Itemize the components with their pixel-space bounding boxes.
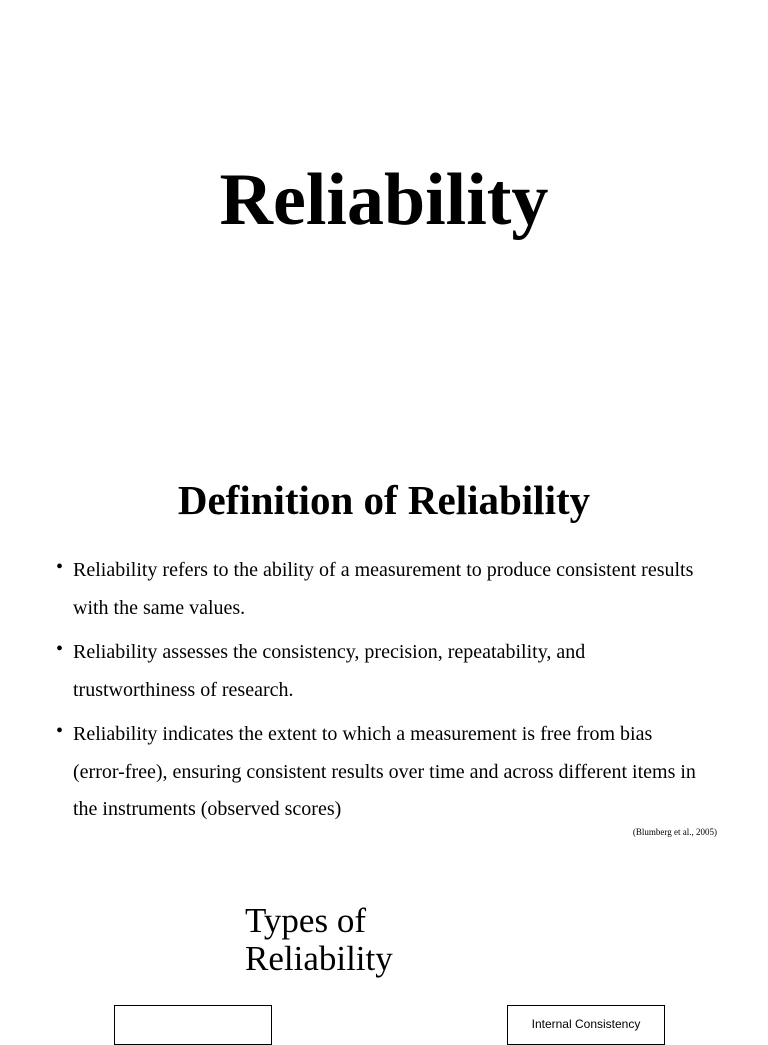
types-heading xyxy=(245,902,485,978)
bullet-text: Reliability indicates the extent to which a measurement is free from bias (error-free), ensuring consistent results over time and across different items in the instruments (observed scores) xyxy=(73,723,696,820)
slide-title: Reliability xyxy=(219,159,549,241)
types-heading-line2: Reliability xyxy=(245,939,393,978)
definition-slide xyxy=(0,460,768,860)
list-item xyxy=(56,552,706,627)
bullet-icon: • xyxy=(56,720,64,742)
citation: (Blumberg et al., 2005) xyxy=(632,827,717,837)
internal-consistency-label: Internal Consistency xyxy=(531,1017,641,1031)
types-heading-line1: Types of xyxy=(245,901,366,940)
title-slide xyxy=(0,0,768,430)
types-slide xyxy=(0,890,768,1031)
list-item xyxy=(56,634,706,709)
definition-heading: Definition of Reliability xyxy=(177,477,591,523)
bullet-text: Reliability assesses the consistency, precision, repeatability, and trustworthiness of research. xyxy=(73,641,586,701)
reliability-type-label xyxy=(115,1006,271,1017)
reliability-type-box xyxy=(114,1005,272,1045)
bullet-icon: • xyxy=(56,556,64,578)
definition-bullet-list xyxy=(56,552,706,836)
bullet-icon: • xyxy=(56,638,64,660)
list-item xyxy=(56,716,706,829)
internal-consistency-box xyxy=(507,1005,665,1045)
bullet-text: Reliability refers to the ability of a measurement to produce consistent results with the same values. xyxy=(73,559,694,619)
